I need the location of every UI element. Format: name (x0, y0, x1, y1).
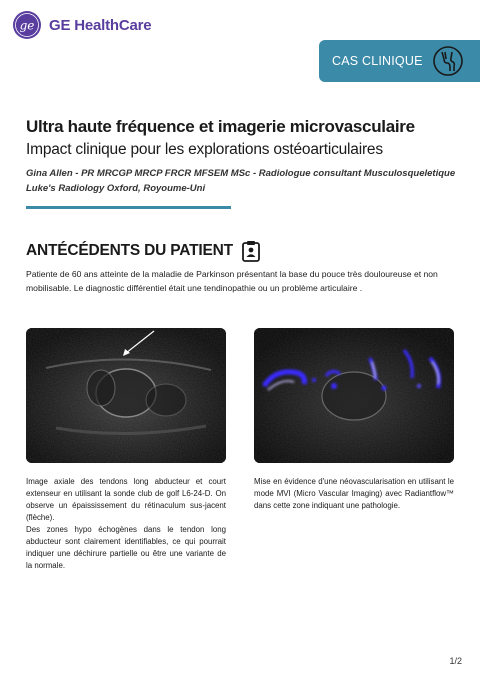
svg-text:ge: ge (19, 18, 35, 33)
author-block (26, 166, 455, 196)
case-tag-label: CAS CLINIQUE (332, 54, 423, 68)
left-caption-paragraph-1: Image axiale des tendons long abducteur et court extenseur en utilisant la sonde club de golf L6-24-D. On observe un épaississement du rétinaculum sus-jacent (flèche). (26, 477, 226, 522)
brand-logo (12, 10, 151, 40)
title-divider (26, 206, 231, 209)
left-caption-paragraph-2: Des zones hypo échogènes dans le tendon long abducteur sont clairement identifiables, ce qui pourrait indiquer une déchirure partielle ou être une variante de la normale. (26, 525, 226, 570)
ultrasound-axial-image (26, 328, 226, 463)
ge-monogram-icon (12, 10, 42, 40)
section-heading (26, 240, 261, 262)
right-image-caption (254, 476, 454, 512)
page-number: 1/2 (449, 656, 462, 666)
page-subtitle: Impact clinique pour les explorations ostéoarticulaires (26, 141, 383, 158)
author-name: Gina Allen - PR MRCGP MRCP FRCR MFSEM MSc - Radiologue consultant Musculosqueletique (26, 168, 456, 179)
brand-name: GE HealthCare (49, 16, 152, 34)
case-tag (319, 40, 480, 82)
section-heading-text: ANTÉCÉDENTS DU PATIENT (26, 242, 233, 259)
ultrasound-mvi-image (254, 328, 454, 463)
bone-joint-icon (432, 45, 464, 77)
patient-history-text: Patiente de 60 ans atteinte de la maladie de Parkinson présentant la base du pouce très douloureuse et non mobilisable. Le diagnostic différentiel était une tendinopathie ou un problème articulaire . (26, 269, 438, 293)
author-affiliation: Luke's Radiology Oxford, Royoume-Uni (26, 183, 206, 194)
clipboard-patient-icon (241, 240, 261, 262)
page-title: Ultra haute fréquence et imagerie microvasculaire (26, 117, 415, 136)
right-caption-paragraph: Mise en évidence d'une néovascularisation en utilisant le mode MVI (Micro Vascular Imaging) avec Radiantflow™ dans cette zone indiquant une pathologie. (254, 477, 454, 510)
left-image-caption (26, 476, 226, 572)
